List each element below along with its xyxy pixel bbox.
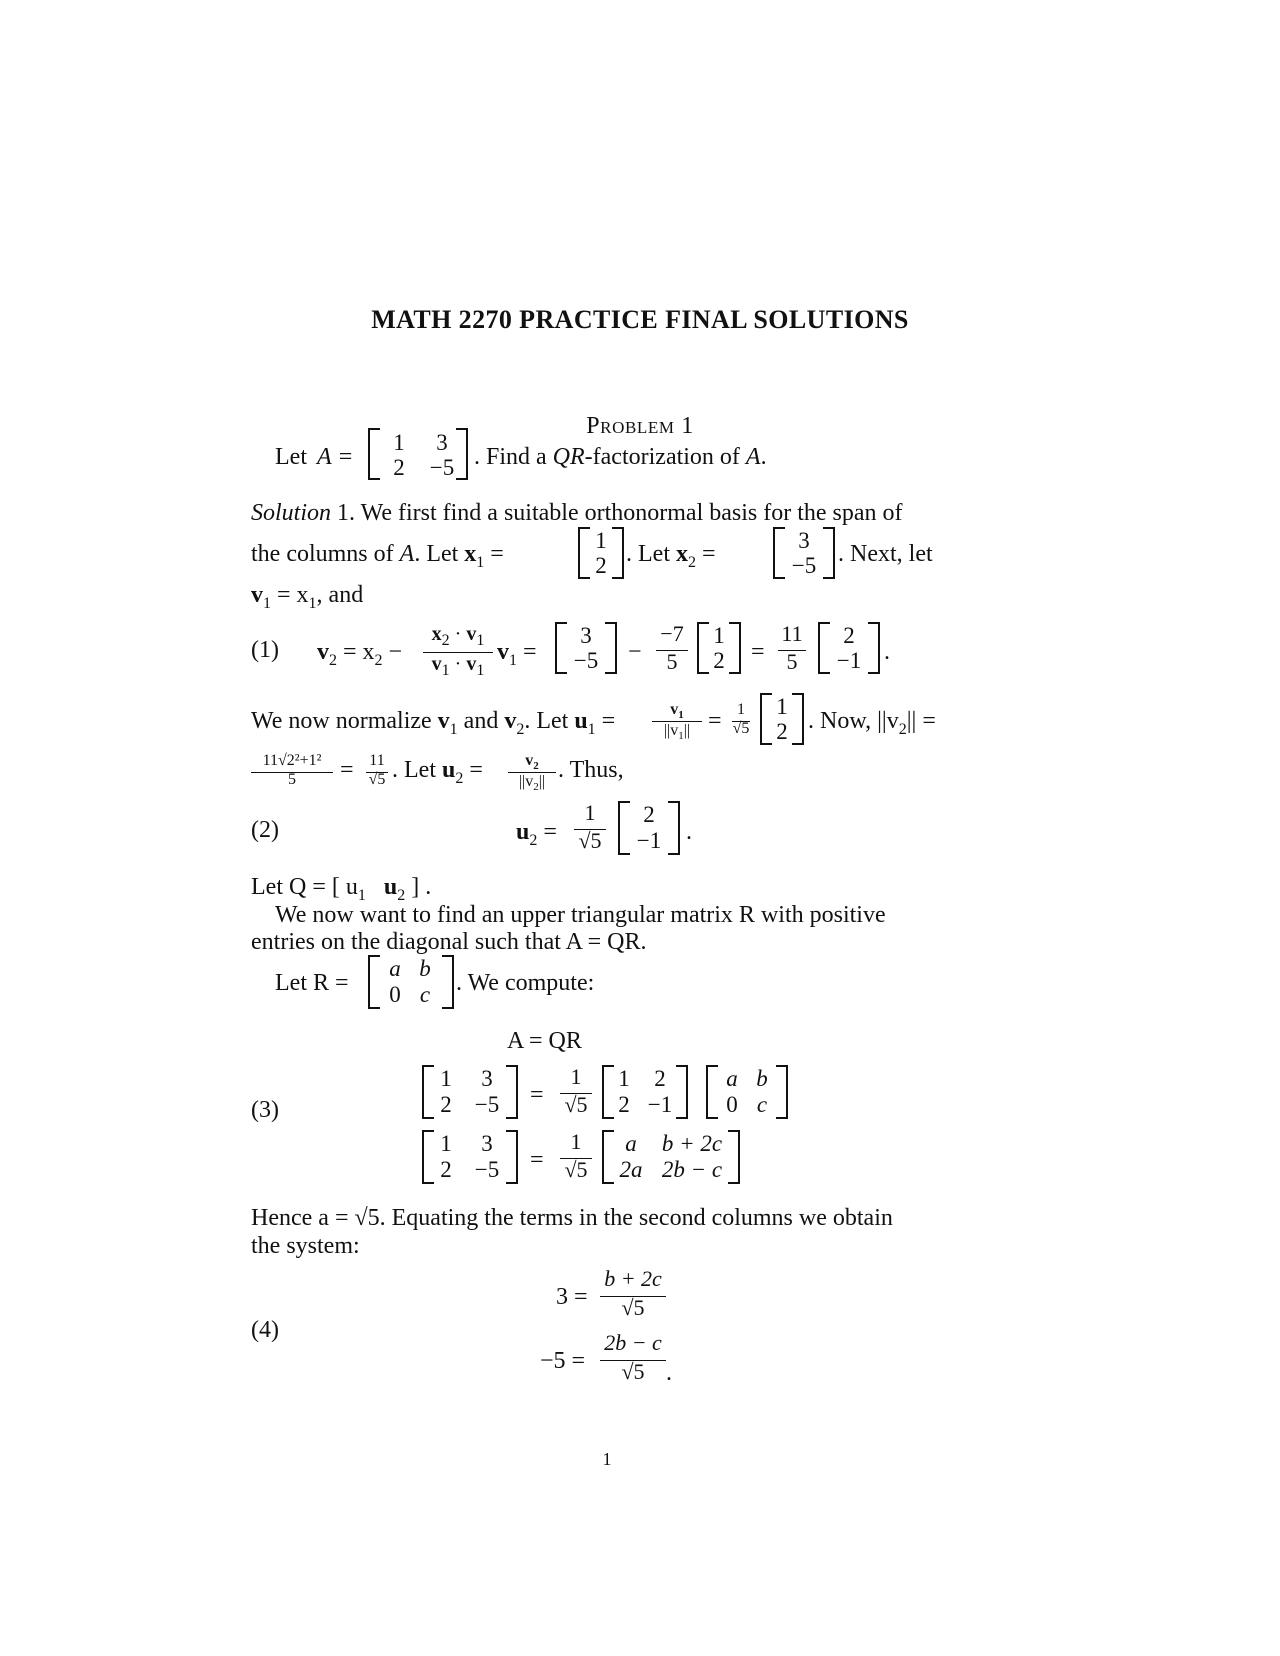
eq1-eq2: = bbox=[751, 639, 765, 665]
eq2-lhs: $u_2$ = bbox=[516, 819, 557, 849]
normalize-let-u2: . Let $u_2$ = bbox=[392, 757, 483, 787]
normalize-now: . Now, $||v_2||$ = bbox=[808, 708, 936, 738]
u1-fraction: $v_1$ $||v_1||$ bbox=[650, 701, 704, 742]
vector-x2: 3 −5 bbox=[773, 527, 835, 579]
eq3-row1-fraction: 1 √5 bbox=[556, 1064, 596, 1118]
normalize-line1: We now normalize $v_1$ and $v_2$. Let $u_1$ = bbox=[251, 708, 616, 738]
problem-heading: Problem 1 bbox=[586, 413, 694, 439]
u2-fraction: $v_2$ $||v_2||$ bbox=[506, 752, 558, 793]
solution-line1: Solution 1. We first find a suitable orthonormal basis for the span of bbox=[251, 500, 903, 526]
eq2-number: (2) bbox=[251, 817, 279, 843]
solution-line2: the columns of A. Let $x_1$ = bbox=[251, 541, 504, 571]
norm-v2-eq: = bbox=[340, 757, 354, 783]
eq3-row2-eq: = bbox=[530, 1147, 544, 1173]
eq4-row1-fraction: b + 2c √5 bbox=[598, 1266, 668, 1321]
eq4-row2-lhs: −5 = bbox=[540, 1348, 586, 1374]
eq2-period: . bbox=[686, 819, 692, 845]
solution-let-x2: . Let $x_2$ = bbox=[626, 541, 716, 571]
eq4-period: . bbox=[666, 1360, 672, 1386]
u1-eq: = bbox=[708, 708, 722, 734]
eq2-fraction: 1 √5 bbox=[570, 800, 610, 854]
u1-coef-fraction: 1 √5 bbox=[732, 701, 750, 737]
eq3-row1-eq: = bbox=[530, 1082, 544, 1108]
eq3-header: A = QR bbox=[507, 1028, 582, 1054]
vector-x1: 1 2 bbox=[578, 527, 624, 579]
eq1-lhs: $v_2 = x_2$ − bbox=[317, 639, 403, 669]
want-line2: entries on the diagonal such that A = QR. bbox=[251, 929, 647, 955]
page-number: 1 bbox=[602, 1449, 612, 1469]
norm-v2-fraction: 11√2²+1² 5 bbox=[251, 752, 333, 789]
eq1-v1: $v_1$ = bbox=[497, 639, 537, 669]
statement-a-eq: A = bbox=[317, 444, 354, 470]
u1-vector: 1 2 bbox=[760, 693, 804, 745]
eq1-coef2-fraction: 11 5 bbox=[772, 621, 812, 675]
eq3-row2-matrix-a: 1 3 2 −5 bbox=[422, 1130, 518, 1184]
hence-line1: Hence a = √5. Equating the terms in the second columns we obtain bbox=[251, 1205, 893, 1231]
eq1-number: (1) bbox=[251, 637, 279, 663]
norm-v2-result: 11 √5 bbox=[364, 752, 390, 789]
eq1-vector-c: 2 −1 bbox=[818, 622, 880, 674]
normalize-thus: . Thus, bbox=[558, 757, 624, 783]
solution-next: . Next, let bbox=[838, 541, 933, 567]
eq4-row1-lhs: 3 = bbox=[556, 1284, 588, 1310]
eq4-number: (4) bbox=[251, 1317, 279, 1343]
eq3-row1-matrix-r: a b 0 c bbox=[706, 1065, 788, 1119]
eq1-projection-fraction: $x_2 \cdot v_1$ $v_1 \cdot v_1$ bbox=[423, 623, 493, 680]
eq1-coef-fraction: −7 5 bbox=[652, 621, 692, 675]
eq3-number: (3) bbox=[251, 1097, 279, 1123]
matrix-r: a b 0 c bbox=[368, 955, 454, 1009]
eq1-minus: − bbox=[628, 639, 642, 665]
want-line1: We now want to find an upper triangular matrix R with positive bbox=[275, 902, 886, 928]
statement-let: Let bbox=[275, 444, 307, 470]
eq1-period: . bbox=[884, 639, 890, 665]
eq3-row1-matrix-a: 1 3 2 −5 bbox=[422, 1065, 518, 1119]
eq1-vector-a: 3 −5 bbox=[555, 622, 617, 674]
document-title: MATH 2270 PRACTICE FINAL SOLUTIONS bbox=[371, 305, 909, 334]
hence-line2: the system: bbox=[251, 1233, 360, 1259]
eq3-row2-matrix-product: a b + 2c 2a 2b − c bbox=[602, 1130, 740, 1184]
matrix-a: 1 3 2 −5 bbox=[368, 428, 468, 480]
solution-line3: $v_1 = x_1$, and bbox=[251, 582, 364, 612]
eq3-row1-matrix-q: 1 2 2 −1 bbox=[602, 1065, 688, 1119]
r-let: Let R = bbox=[275, 970, 349, 996]
r-compute: . We compute: bbox=[456, 970, 595, 996]
statement-task: . Find a QR-factorization of A. bbox=[474, 444, 767, 470]
eq2-vector: 2 −1 bbox=[618, 801, 680, 855]
eq1-vector-b: 1 2 bbox=[697, 622, 741, 674]
eq4-row2-fraction: 2b − c √5 bbox=[598, 1330, 668, 1385]
eq3-row2-fraction: 1 √5 bbox=[556, 1129, 596, 1183]
q-definition: Let Q = [ $u_1$ $u_2$ ] . bbox=[251, 874, 432, 904]
